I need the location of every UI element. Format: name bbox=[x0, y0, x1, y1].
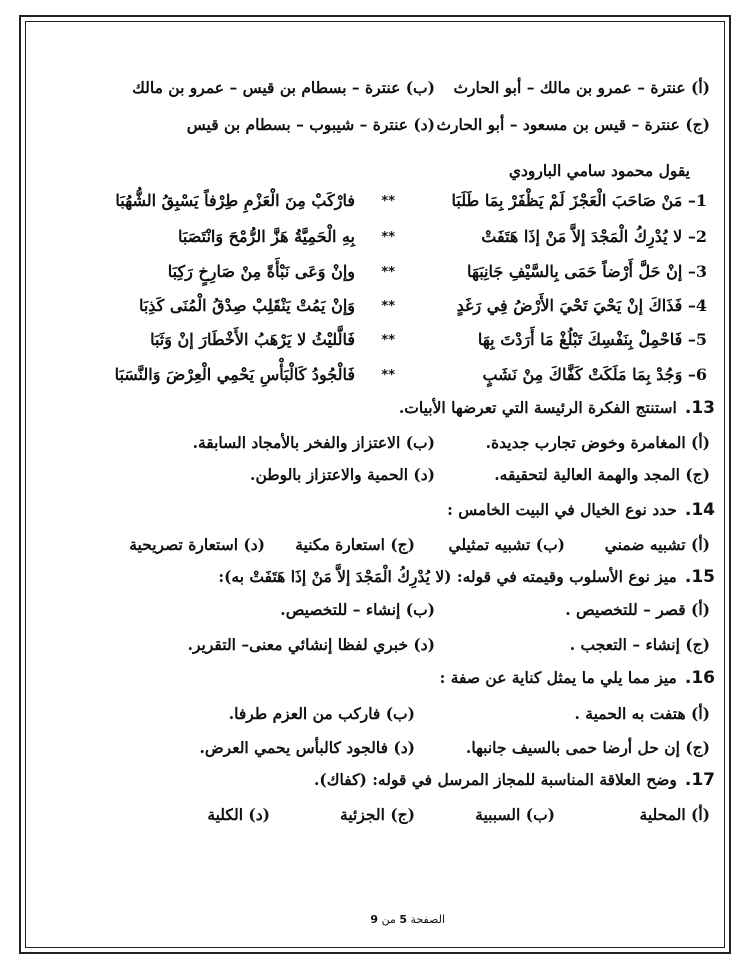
question-16 bbox=[440, 668, 715, 688]
verse-5-separator: ** bbox=[381, 333, 395, 348]
footer-page-number: 5 bbox=[399, 913, 407, 926]
question-15 bbox=[218, 567, 715, 587]
q15-option-c[interactable]: (ج) إنشاء – التعجب . bbox=[569, 635, 710, 654]
q16-option-a[interactable]: (أ) هتفت به الحمية . bbox=[574, 704, 710, 723]
verse-4-second: وَإنْ يَمُتْ يَنْقَلِبْ صِدْقُ الْمُنَى كَذِبَا bbox=[138, 296, 355, 315]
footer-label: الصفحة bbox=[410, 913, 445, 926]
question-text: ميز نوع الأسلوب وقيمته في قوله: (لا يُدْرِكُ الْمَجْدَ إلاَّ مَنْ إذَا هَتَفَتْ به): bbox=[218, 567, 677, 586]
verse-3-first: 3– إنْ حَلَّ أَرْضاً حَمَى بِالسَّيْفِ جَانِبَهَا bbox=[466, 262, 707, 281]
verse-2-first: 2– لا يُدْرِكُ الْمَجْدَ إلاَّ مَنْ إذَا هَتَفَتْ bbox=[481, 227, 707, 246]
q14-option-c[interactable]: (ج) استعارة مكنية bbox=[295, 535, 415, 554]
verse-4-first: 4– فَذَاكَ إنْ يَحْيَ تَحْيَ الأَرْضُ فِي رَغَدٍ bbox=[456, 296, 707, 315]
q13-option-d[interactable]: (د) الحمية والاعتزاز بالوطن. bbox=[250, 465, 435, 484]
verse-2-second: بِهِ الْحَمِيَّةُ هَزَّ الرُّمْحَ وَانْتَصَبَا bbox=[178, 227, 355, 246]
q17-option-b[interactable]: (ب) السببية bbox=[475, 805, 555, 824]
q14-option-d[interactable]: (د) استعارة تصريحية bbox=[129, 535, 265, 554]
top-option-b[interactable]: (ب) عنترة – بسطام بن قيس – عمرو بن مالك bbox=[132, 78, 435, 97]
question-number: 15. bbox=[684, 567, 715, 587]
question-14 bbox=[447, 500, 715, 520]
verse-6-first: 6– وَجُدْ بِمَا مَلَكَتْ كَفَّاكَ مِنْ نَشَبٍ bbox=[482, 365, 707, 384]
verse-5-second: فَالَّليْثُ لا يَرْهَبُ الأَخْطَارَ إنْ وَثَبَا bbox=[150, 330, 355, 349]
q14-option-b[interactable]: (ب) تشبيه تمثيلي bbox=[448, 535, 565, 554]
poet-intro: يقول محمود سامي البارودي bbox=[508, 161, 690, 180]
question-text: ميز مما يلي ما يمثل كناية عن صفة : bbox=[439, 668, 677, 687]
q13-option-c[interactable]: (ج) المجد والهمة العالية لتحقيقه. bbox=[494, 465, 710, 484]
footer-total-pages: 9 bbox=[370, 913, 379, 926]
q15-option-a[interactable]: (أ) قصر – للتخصيص . bbox=[565, 600, 710, 619]
question-13 bbox=[399, 398, 715, 418]
verse-2-separator: ** bbox=[381, 230, 395, 245]
q16-option-d[interactable]: (د) فالجود كالبأس يحمي العرض. bbox=[199, 738, 415, 757]
verse-6-second: فَالْجُودُ كَالْبَأْسِ يَحْمِي الْعِرْضَ وَالنَّسَبَا bbox=[114, 365, 355, 384]
verse-1-second: فارْكَبْ مِنَ الْعَزْمِ طِرْفاً يَسْبِقُ الشُّهُبَا bbox=[115, 191, 355, 210]
top-option-c[interactable]: (ج) عنترة – قيس بن مسعود – أبو الحارث bbox=[436, 115, 710, 134]
verse-4-separator: ** bbox=[381, 299, 395, 314]
question-number: 16. bbox=[684, 668, 715, 688]
question-number: 13. bbox=[684, 398, 715, 418]
exam-page bbox=[40, 28, 715, 938]
q15-option-b[interactable]: (ب) إنشاء – للتخصيص. bbox=[280, 600, 435, 619]
verse-1-first: 1– مَنْ صَاحَبَ الْعَجْزَ لَمْ يَظْفَرْ بِمَا طَلَبَا bbox=[451, 191, 707, 210]
q14-option-a[interactable]: (أ) تشبيه ضمني bbox=[604, 535, 710, 554]
verse-3-separator: ** bbox=[381, 265, 395, 280]
verse-6-separator: ** bbox=[381, 368, 395, 383]
question-17 bbox=[314, 770, 715, 790]
verse-1-separator: ** bbox=[381, 194, 395, 209]
q17-option-a[interactable]: (أ) المحلية bbox=[639, 805, 710, 824]
verse-3-second: وإنْ وَعَى نَبْأَةً مِنْ صَارِخٍ رَكِبَا bbox=[167, 262, 355, 281]
q16-option-c[interactable]: (ج) إن حل أرضا حمى بالسيف جانبها. bbox=[465, 738, 710, 757]
q13-option-a[interactable]: (أ) المغامرة وخوض تجارب جديدة. bbox=[485, 433, 710, 452]
q16-option-b[interactable]: (ب) فاركب من العزم طرفا. bbox=[228, 704, 415, 723]
question-text: وضح العلاقة المناسبة للمجاز المرسل في قوله: (كفاك). bbox=[314, 770, 677, 789]
question-text: استنتج الفكرة الرئيسة التي تعرضها الأبيات. bbox=[398, 398, 677, 417]
question-text: حدد نوع الخيال في البيت الخامس : bbox=[447, 500, 677, 519]
question-number: 14. bbox=[684, 500, 715, 520]
top-option-a[interactable]: (أ) عنترة – عمرو بن مالك – أبو الحارث bbox=[453, 78, 710, 97]
q13-option-b[interactable]: (ب) الاعتزاز والفخر بالأمجاد السابقة. bbox=[192, 433, 435, 452]
page-footer bbox=[370, 913, 445, 926]
q17-option-c[interactable]: (ج) الجزئية bbox=[340, 805, 415, 824]
q17-option-d[interactable]: (د) الكلية bbox=[207, 805, 270, 824]
footer-of: من bbox=[381, 913, 396, 926]
question-number: 17. bbox=[684, 770, 715, 790]
top-option-d[interactable]: (د) عنترة – شيبوب – بسطام بن قيس bbox=[186, 115, 435, 134]
verse-5-first: 5– فَاحْمِلْ بِنَفْسِكَ تَبْلُغْ مَا أَرَدْتَ بِهَا bbox=[477, 330, 707, 349]
q15-option-d[interactable]: (د) خبري لفظا إنشائي معنى– التقرير. bbox=[187, 635, 435, 654]
